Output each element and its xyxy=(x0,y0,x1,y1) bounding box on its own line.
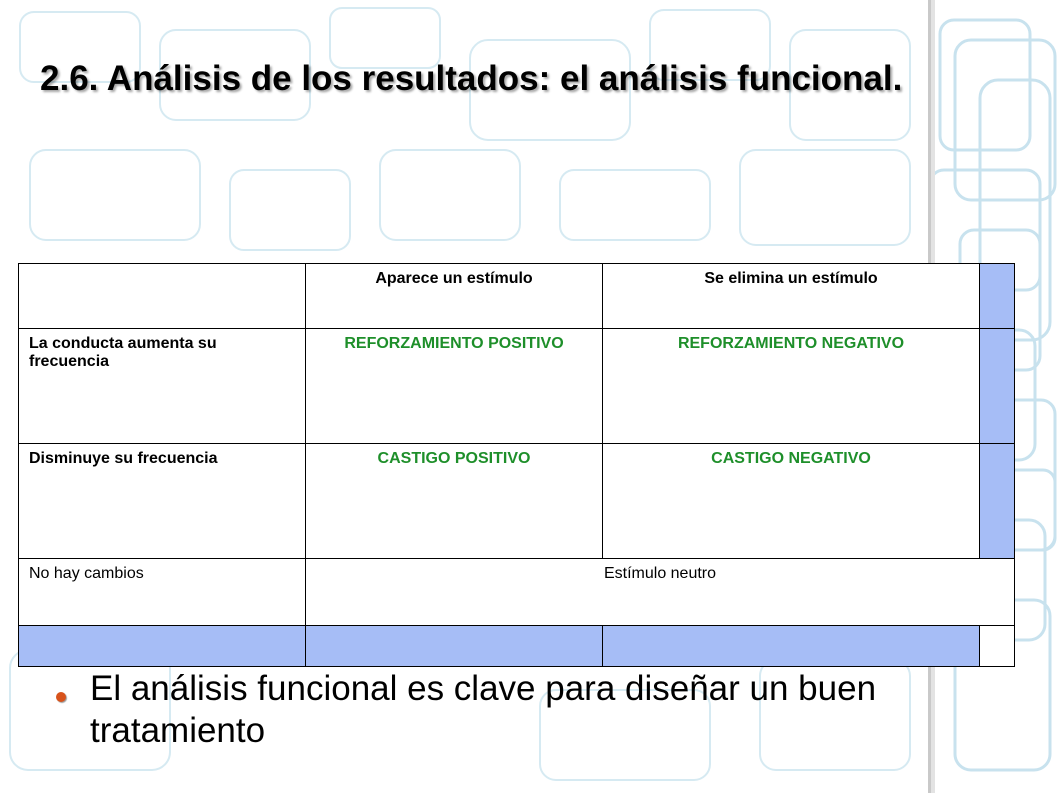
negative-reinforcement-cell: REFORZAMIENTO NEGATIVO xyxy=(603,329,980,444)
bullet-text: El análisis funcional es clave para diseñar un buen tratamiento xyxy=(90,669,877,750)
header-stimulus-removed: Se elimina un estímulo xyxy=(603,264,980,329)
empty-cell xyxy=(980,626,1015,667)
empty-cell xyxy=(19,626,306,667)
table-side-band xyxy=(980,329,1015,444)
header-stimulus-appears: Aparece un estímulo xyxy=(306,264,603,329)
positive-punishment-cell: CASTIGO POSITIVO xyxy=(306,444,603,559)
table-side-band xyxy=(980,444,1015,559)
table-header-row xyxy=(19,264,1015,329)
row-label-no-change: No hay cambios xyxy=(19,559,306,626)
row-label-decreases: Disminuye su frecuencia xyxy=(19,444,306,559)
positive-reinforcement-cell: REFORZAMIENTO POSITIVO xyxy=(306,329,603,444)
table-row xyxy=(19,559,1015,626)
empty-cell xyxy=(603,626,980,667)
table-empty-row xyxy=(19,626,1015,667)
table-row xyxy=(19,329,1015,444)
negative-punishment-cell: CASTIGO NEGATIVO xyxy=(603,444,980,559)
neutral-stimulus-cell: Estímulo neutro xyxy=(306,559,1015,626)
table-side-band xyxy=(980,264,1015,329)
row-label-increases: La conducta aumenta su frecuencia xyxy=(19,329,306,444)
table-row xyxy=(19,444,1015,559)
empty-cell xyxy=(306,626,603,667)
slide-title: 2.6. Análisis de los resultados: el análisis funcional. xyxy=(40,59,903,98)
functional-analysis-table xyxy=(18,263,1015,667)
bullet-icon xyxy=(56,692,66,702)
table-corner-cell xyxy=(19,264,306,329)
